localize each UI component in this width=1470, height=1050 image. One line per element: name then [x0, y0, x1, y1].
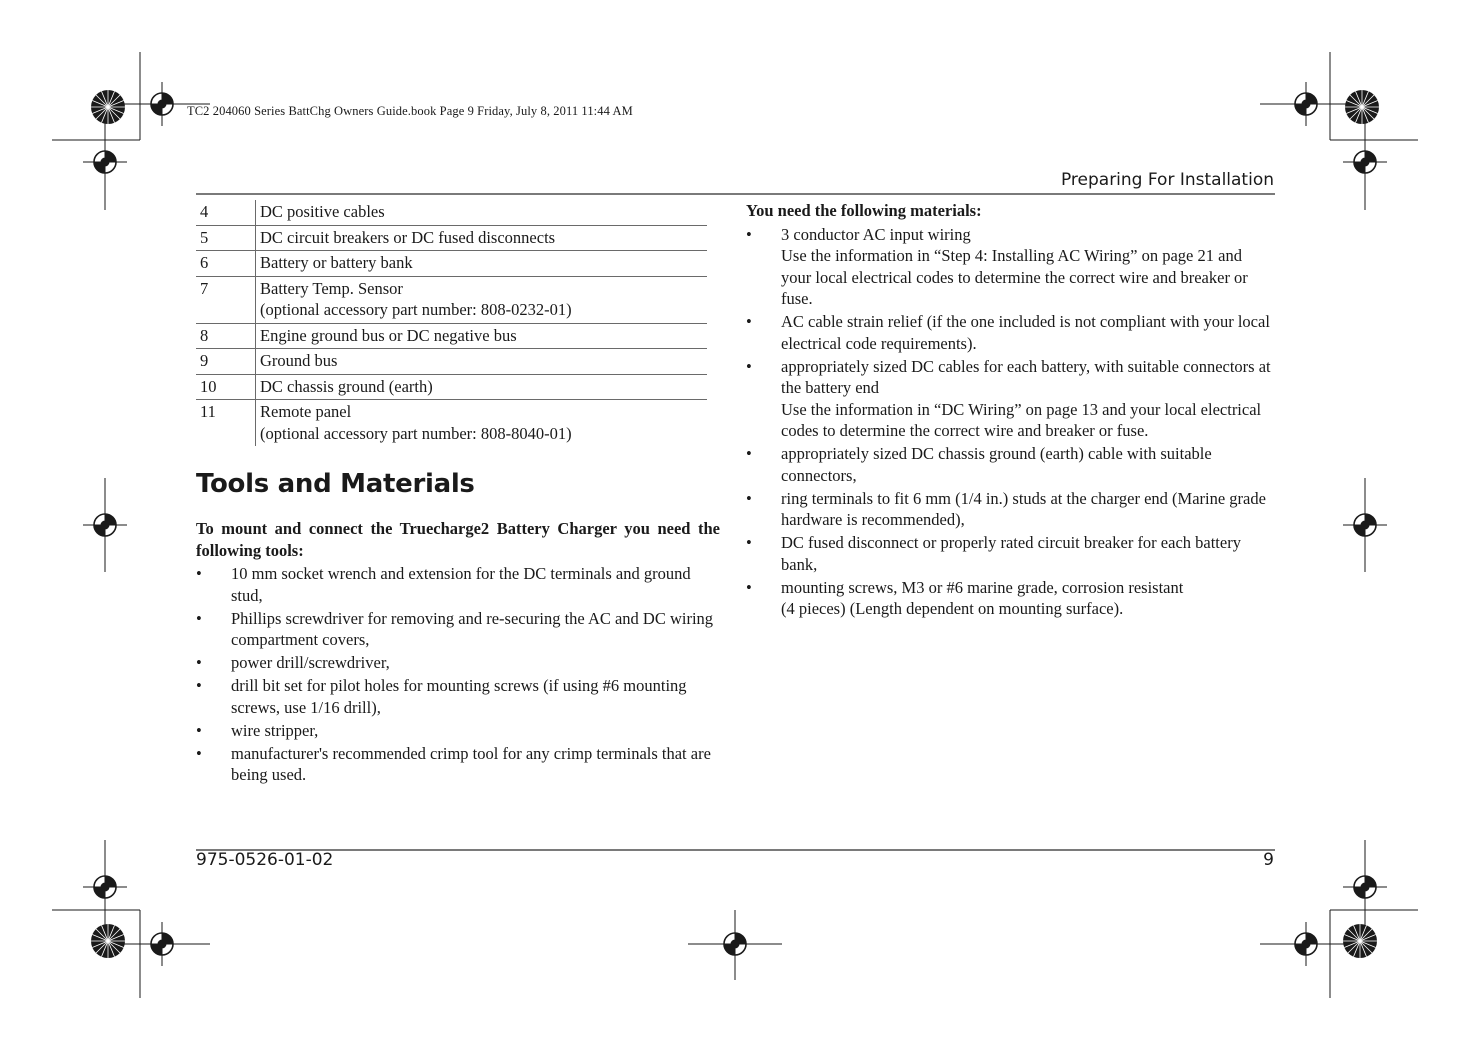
list-item-note: Use the information in “Step 4: Installing AC Wiring” on page 21 and your local electrical codes to determine the correct wire and breaker or fuse. — [781, 246, 1248, 308]
table-row — [196, 276, 707, 323]
bullet-icon: • — [196, 720, 202, 740]
description-line: Remote panel — [260, 402, 352, 421]
section-title: Tools and Materials — [196, 469, 475, 499]
list-item — [746, 488, 1276, 531]
description-line: (optional accessory part number: 808-0232-01) — [260, 300, 572, 319]
bullet-icon: • — [196, 608, 202, 628]
bullet-icon: • — [746, 577, 752, 597]
list-item — [196, 563, 720, 606]
bullet-icon: • — [746, 312, 752, 331]
parts-table — [196, 200, 707, 446]
footer-rule — [196, 849, 1275, 851]
right-column — [746, 200, 1276, 621]
list-item-note: (4 pieces) (Length dependent on mounting surface). — [781, 599, 1124, 618]
description-line: DC positive cables — [260, 202, 385, 221]
item-description — [256, 200, 708, 225]
bullet-icon: • — [746, 444, 752, 463]
list-item-text: 3 conductor AC input wiring — [781, 224, 971, 244]
list-item — [746, 443, 1276, 486]
list-item — [196, 608, 720, 651]
item-description — [256, 374, 708, 400]
page-number: 9 — [1263, 850, 1274, 870]
materials-list — [746, 224, 1276, 620]
list-item — [746, 577, 1276, 620]
item-description — [256, 251, 708, 277]
table-row — [196, 323, 707, 349]
table-row — [196, 251, 707, 277]
left-column — [196, 200, 720, 787]
bullet-icon: • — [746, 224, 752, 244]
bullet-icon: • — [196, 743, 202, 763]
item-number: 6 — [196, 251, 256, 277]
table-row — [196, 374, 707, 400]
description-line: DC chassis ground (earth) — [260, 376, 433, 396]
bullet-icon: • — [196, 653, 202, 672]
item-description — [256, 276, 708, 323]
list-item-text: ring terminals to fit 6 mm (1/4 in.) studs at the charger end (Marine grade hardware is recommended), — [781, 488, 1266, 529]
document-number: 975-0526-01-02 — [196, 850, 334, 870]
slug-line: TC2 204060 Series BattChg Owners Guide.book Page 9 Friday, July 8, 2011 11:44 AM — [187, 104, 633, 118]
list-item — [746, 356, 1276, 442]
bullet-icon: • — [746, 533, 752, 552]
tools-list — [196, 563, 720, 786]
list-item — [196, 675, 720, 718]
list-item-text: wire stripper, — [231, 720, 319, 740]
item-number: 9 — [196, 349, 256, 375]
list-item — [196, 720, 720, 742]
description-line: Ground bus — [260, 351, 338, 370]
description-line: DC circuit breakers or DC fused disconnects — [260, 227, 556, 247]
description-line: Engine ground bus or DC negative bus — [260, 325, 517, 345]
bullet-icon: • — [196, 564, 202, 583]
bullet-icon: • — [746, 356, 752, 376]
list-item — [746, 532, 1276, 575]
header-rule — [196, 193, 1275, 195]
list-item-text: drill bit set for pilot holes for mounting screws (if using #6 mounting screws, use 1/16 drill), — [231, 676, 687, 717]
list-item-text: appropriately sized DC cables for each battery, with suitable connectors at the battery end — [781, 356, 1271, 397]
item-description — [256, 225, 708, 251]
list-item-text: manufacturer's recommended crimp tool for any crimp terminals that are being used. — [231, 743, 711, 784]
table-row — [196, 225, 707, 251]
item-number: 10 — [196, 374, 256, 400]
list-item — [196, 743, 720, 786]
list-item-text: mounting screws, M3 or #6 marine grade, corrosion resistant — [781, 577, 1184, 597]
list-item-text: 10 mm socket wrench and extension for the DC terminals and ground stud, — [231, 564, 691, 605]
table-row — [196, 349, 707, 375]
list-item-text: Phillips screwdriver for removing and re-securing the AC and DC wiring compartment covers, — [231, 608, 714, 649]
item-number: 7 — [196, 276, 256, 323]
list-item-text: AC cable strain relief (if the one included is not compliant with your local electrical code requirements). — [781, 312, 1270, 353]
table-row — [196, 400, 707, 447]
item-number: 4 — [196, 200, 256, 225]
item-description — [256, 349, 708, 375]
description-line: Battery or battery bank — [260, 253, 413, 272]
table-row — [196, 200, 707, 225]
list-item-text: power drill/screwdriver, — [231, 653, 390, 672]
item-description — [256, 323, 708, 349]
running-header: Preparing For Installation — [1060, 170, 1274, 190]
item-description — [256, 400, 708, 447]
bullet-icon: • — [746, 488, 752, 508]
materials-intro: You need the following materials: — [746, 201, 982, 220]
list-item-note: Use the information in “DC Wiring” on page 13 and your local electrical codes to determine the correct wire and breaker or fuse. — [781, 399, 1262, 440]
list-item-text: DC fused disconnect or properly rated circuit breaker for each battery bank, — [781, 533, 1241, 574]
item-number: 5 — [196, 225, 256, 251]
bullet-icon: • — [196, 676, 202, 695]
tools-intro: To mount and connect the Truecharge2 Battery Charger you need the following tools: — [196, 519, 720, 560]
item-number: 8 — [196, 323, 256, 349]
description-line: Battery Temp. Sensor — [260, 278, 403, 298]
list-item — [746, 311, 1276, 354]
list-item-text: appropriately sized DC chassis ground (earth) cable with suitable connectors, — [781, 444, 1212, 485]
item-number: 11 — [200, 402, 216, 421]
list-item — [196, 652, 720, 674]
description-line: (optional accessory part number: 808-8040-01) — [260, 423, 572, 443]
list-item — [746, 224, 1276, 310]
